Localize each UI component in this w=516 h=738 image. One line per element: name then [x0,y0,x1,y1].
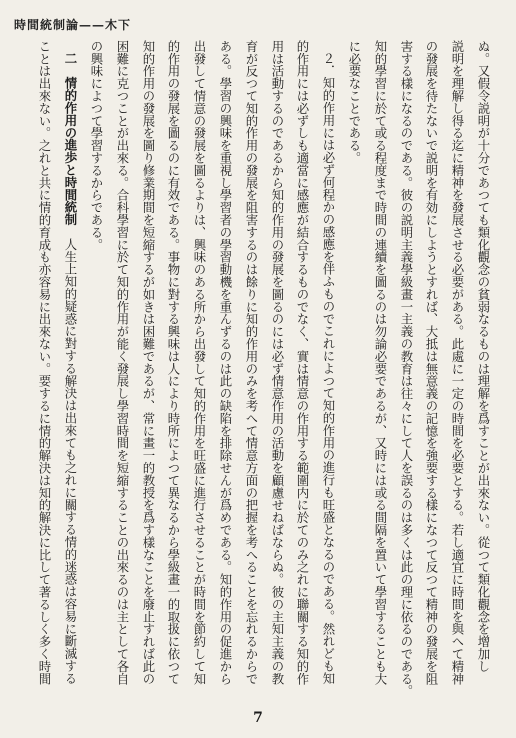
text-column: 説明を理解し得る迄に精神を發展させる必要がある。此處に一定の時間を必要とする。若し適宜に時間を與へて精神 [450,40,465,685]
section-number: 二 [63,52,78,65]
numbered-paragraph-start: ２．知的作用には必ず何程かの感應を伴ふものでこれによつて知的作用の進行も旺盛となるのである。然れども知 [321,52,336,685]
text-column: 育が反つて知的作用の發展を阻害するのは餘りに知的作用のみを考へて情意方面の把握を考へることを忘れるからで [244,40,259,685]
text-column: 的作用の發展を圖るのに有效である。事物に對する興味は人により時所によつて異なるから學級畫一的取扱に依つて [166,40,181,685]
text-column: に必要なことである。 [347,40,362,164]
text-column: の發展を待たないで説明を有効にしようとすれば、大抵は無意義の記憶を強要する樣になつて反つて精神の發展を阻 [424,40,439,685]
section-heading-column [58,40,83,699]
heading-spacer [63,226,78,238]
text-column: 人生上知的疑惑に對する解決は出來ても之れに關する情的迷惑は容易に斷滅する [63,238,78,685]
text-column: ことは出來ない。之れと共に情的育成も亦容易に出來ない。要するに情的解決は知的解決に比して著るしく多く時間 [37,40,52,685]
text-column: 出發して情意の發展を圖るよりは、興味のある所から出發して知的作用を旺盛に進行させることが時間を節約して知 [192,40,207,685]
text-column: 害する樣になるのである。彼の説明主義學級畫一主義の教育は往々にして人を誤るのは多くは此の理に依るのである。 [399,40,414,698]
text-column: の興味によつて學習するからである。 [89,40,104,251]
text-column: 的作用には必ずしも適當に感應が結合するものでなく、實は情意の作用する範圍内に於てのみ之れに聯關する知的作 [295,40,310,685]
running-header: 時間統制論——木下 [14,18,132,32]
heading-spacer [63,65,78,77]
text-column: 困難に克つことが出來る。合科學習に於て知的作用が能く發展し學習時間を短縮することの出來るのは主として各自 [115,40,130,685]
text-column: 知的學習に於て或る程度まで時間の連續を圖るのは勿論必要であるが、又時には或る間隔を置いて學習することも大 [373,40,388,685]
section-title: 情的作用の進歩と時間統制 [63,77,78,227]
page-number: 7 [253,710,263,726]
text-column: ある。學習の興味を重視し學習者の學習動機を重んずるのは此の缺陷を排除せんが爲めである。知的作用の促進から [218,40,233,685]
text-column: 知的作用の發展を圖り修業期間を短縮するが如きは困難であるが、常に畫一的教授を爲す樣なことを廢止すれば此の [141,40,156,685]
text-column: ぬ。又假令説明が十分であつても類化觀念の貧弱なるものは理解を爲すことが出來ない。從つて類化觀念を增加し [476,40,491,673]
text-column: 用は活動するのであるから知的作用の發展を圖るのには必ず情意作用の活動を顧慮せねばならぬ。彼の主知主義の教 [270,40,285,685]
